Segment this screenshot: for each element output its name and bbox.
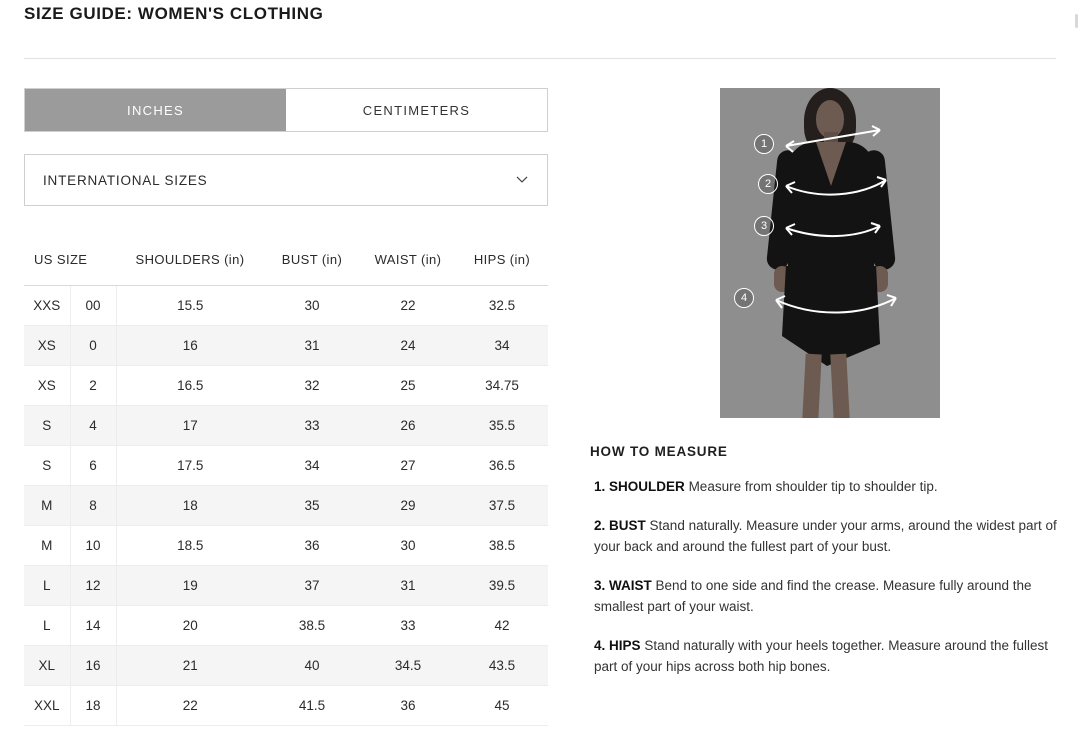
cell-waist: 33 <box>360 606 456 646</box>
cell-size-letter: S <box>24 406 70 446</box>
cell-size-letter: XS <box>24 366 70 406</box>
cell-size-number: 4 <box>70 406 116 446</box>
cell-waist: 31 <box>360 566 456 606</box>
badge-4-hips: 4 <box>734 288 754 308</box>
cell-shoulders: 15.5 <box>116 286 264 326</box>
item-name: WAIST <box>609 577 652 593</box>
badge-2-bust: 2 <box>758 174 778 194</box>
cell-bust: 35 <box>264 486 360 526</box>
item-text: Stand naturally with your heels together. Measure around the fullest part of your hips across both hip bones. <box>594 637 1049 674</box>
cell-size-number: 18 <box>70 686 116 726</box>
chevron-down-icon <box>516 173 527 184</box>
cell-hips: 32.5 <box>456 286 548 326</box>
cell-bust: 33 <box>264 406 360 446</box>
cell-waist: 29 <box>360 486 456 526</box>
cell-hips: 37.5 <box>456 486 548 526</box>
cell-hips: 38.5 <box>456 526 548 566</box>
item-text: Stand naturally. Measure under your arms, around the widest part of your back and around the fullest part of your bust. <box>594 517 1057 554</box>
cell-size-letter: XL <box>24 646 70 686</box>
cell-size-letter: S <box>24 446 70 486</box>
cell-hips: 36.5 <box>456 446 548 486</box>
table-header-shoulders: SHOULDERS (in) <box>116 234 264 286</box>
item-number: 2. <box>594 517 606 533</box>
cell-shoulders: 20 <box>116 606 264 646</box>
cell-bust: 32 <box>264 366 360 406</box>
cell-bust: 30 <box>264 286 360 326</box>
item-number: 3. <box>594 577 606 593</box>
cell-bust: 37 <box>264 566 360 606</box>
item-text: Bend to one side and find the crease. Measure fully around the smallest part of your waist. <box>594 577 1032 614</box>
cell-size-number: 8 <box>70 486 116 526</box>
cell-size-number: 12 <box>70 566 116 606</box>
cell-shoulders: 21 <box>116 646 264 686</box>
cell-hips: 34.75 <box>456 366 548 406</box>
cell-size-number: 16 <box>70 646 116 686</box>
badge-1-shoulder: 1 <box>754 134 774 154</box>
cell-size-letter: L <box>24 566 70 606</box>
table-header-hips: HIPS (in) <box>456 234 548 286</box>
table-row <box>24 486 548 526</box>
table-row <box>24 606 548 646</box>
cell-size-letter: M <box>24 526 70 566</box>
item-text: Measure from shoulder tip to shoulder tip. <box>688 479 938 494</box>
table-row <box>24 686 548 726</box>
cell-hips: 45 <box>456 686 548 726</box>
table-row <box>24 286 548 326</box>
how-to-measure-item-waist <box>590 576 1060 618</box>
cell-size-letter: L <box>24 606 70 646</box>
tab-inches[interactable]: INCHES <box>25 89 286 131</box>
cell-shoulders: 18 <box>116 486 264 526</box>
cell-size-number: 6 <box>70 446 116 486</box>
cell-hips: 35.5 <box>456 406 548 446</box>
size-chart-panel <box>24 88 548 726</box>
size-system-value: INTERNATIONAL SIZES <box>43 172 208 188</box>
cell-shoulders: 16.5 <box>116 366 264 406</box>
item-name: HIPS <box>609 637 641 653</box>
badge-3-waist: 3 <box>754 216 774 236</box>
item-name: BUST <box>609 517 646 533</box>
cell-hips: 39.5 <box>456 566 548 606</box>
cell-waist: 36 <box>360 686 456 726</box>
cell-shoulders: 18.5 <box>116 526 264 566</box>
table-row <box>24 446 548 486</box>
cell-size-number: 14 <box>70 606 116 646</box>
table-row <box>24 566 548 606</box>
cell-hips: 42 <box>456 606 548 646</box>
table-row <box>24 406 548 446</box>
table-row <box>24 526 548 566</box>
cell-size-letter: XS <box>24 326 70 366</box>
cell-size-letter: XXS <box>24 286 70 326</box>
table-header-us-size: US SIZE <box>24 234 116 286</box>
cell-waist: 34.5 <box>360 646 456 686</box>
cell-shoulders: 17.5 <box>116 446 264 486</box>
item-number: 4. <box>594 637 606 653</box>
table-header-bust: BUST (in) <box>264 234 360 286</box>
cell-bust: 34 <box>264 446 360 486</box>
cell-waist: 27 <box>360 446 456 486</box>
cell-waist: 25 <box>360 366 456 406</box>
size-table <box>24 234 548 726</box>
measure-guide-panel <box>590 88 1060 677</box>
cell-size-number: 10 <box>70 526 116 566</box>
model-measurement-image <box>720 88 940 418</box>
item-name: SHOULDER <box>609 479 685 494</box>
tab-centimeters[interactable]: CENTIMETERS <box>286 89 547 131</box>
cell-bust: 40 <box>264 646 360 686</box>
how-to-measure-item-hips <box>590 636 1060 678</box>
page-title: SIZE GUIDE: WOMEN'S CLOTHING <box>24 4 324 23</box>
table-row <box>24 646 548 686</box>
scrollbar-thumb[interactable] <box>1075 14 1078 28</box>
cell-bust: 36 <box>264 526 360 566</box>
cell-hips: 34 <box>456 326 548 366</box>
cell-shoulders: 22 <box>116 686 264 726</box>
table-row <box>24 366 548 406</box>
cell-size-number: 0 <box>70 326 116 366</box>
cell-size-letter: M <box>24 486 70 526</box>
cell-shoulders: 16 <box>116 326 264 366</box>
how-to-measure-item-bust <box>590 516 1060 558</box>
cell-waist: 24 <box>360 326 456 366</box>
cell-size-number: 2 <box>70 366 116 406</box>
table-header-row <box>24 234 548 286</box>
cell-waist: 30 <box>360 526 456 566</box>
table-row <box>24 326 548 366</box>
cell-waist: 22 <box>360 286 456 326</box>
size-system-select[interactable] <box>24 154 548 206</box>
table-header-waist: WAIST (in) <box>360 234 456 286</box>
cell-shoulders: 19 <box>116 566 264 606</box>
cell-waist: 26 <box>360 406 456 446</box>
cell-shoulders: 17 <box>116 406 264 446</box>
unit-toggle <box>24 88 548 132</box>
cell-hips: 43.5 <box>456 646 548 686</box>
header-divider <box>24 58 1056 59</box>
cell-bust: 38.5 <box>264 606 360 646</box>
cell-size-number: 00 <box>70 286 116 326</box>
cell-bust: 41.5 <box>264 686 360 726</box>
how-to-measure-title: HOW TO MEASURE <box>590 444 728 459</box>
cell-bust: 31 <box>264 326 360 366</box>
measurement-arrows-icon <box>720 88 940 418</box>
how-to-measure-item-shoulder <box>590 477 1060 498</box>
cell-size-letter: XXL <box>24 686 70 726</box>
item-number: 1. <box>594 479 606 494</box>
